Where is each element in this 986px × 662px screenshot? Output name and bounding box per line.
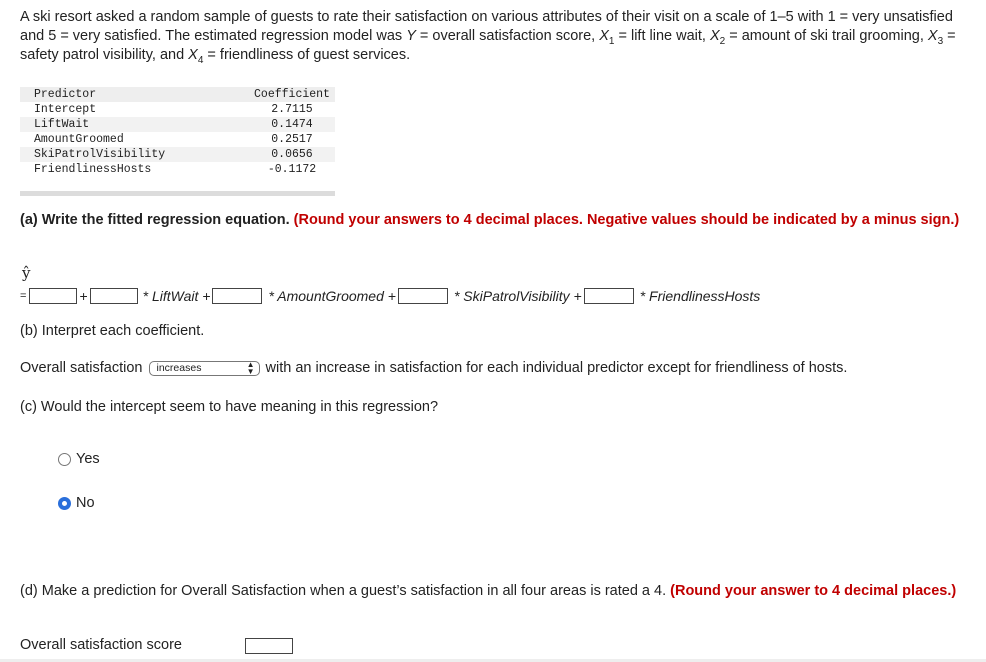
part-a-question: (a) Write the fitted regression equation. (Round your answers to 4 decimal places. Negative values should be indicated by a minus sign.) [20, 212, 960, 228]
prediction-input[interactable] [245, 638, 293, 654]
amountgroomed-term: * AmountGroomed + [268, 288, 396, 304]
liftwait-coef-input[interactable] [90, 288, 138, 304]
regression-equation [20, 287, 760, 305]
coefficient-cell: 0.2517 [271, 133, 313, 146]
coefficient-cell: 0.1474 [271, 118, 313, 131]
skipatrol-coef-input[interactable] [398, 288, 448, 304]
part-b-question: (b) Interpret each coefficient. [20, 323, 205, 339]
table-row [20, 117, 335, 132]
predictor-cell: AmountGroomed [34, 133, 124, 146]
table-row [20, 102, 335, 117]
updown-arrows-icon: ▲ ▼ [246, 360, 255, 376]
predictor-cell: Intercept [34, 103, 97, 116]
answer-label: Overall satisfaction score [20, 637, 182, 653]
problem-statement: A ski resort asked a random sample of guests to rate their satisfaction on various attributes of their visit on a scale of 1–5 with 1 = very unsatisfied and 5 = very satisfied. The estimated regression model was Y = overall satisfaction score, $X_1$ = lift line wait, $X_2$ = amount of ski trail grooming, $X_3$ = safety patrol visibility, and $X_4$ = friendliness of guest services. [20, 9, 956, 66]
friendliness-coef-input[interactable] [584, 288, 634, 304]
predictor-cell: FriendlinessHosts [34, 163, 152, 176]
equals-sign: = [20, 290, 27, 302]
plus-sign: + [79, 288, 88, 304]
part-b-prefix: Overall satisfaction [20, 360, 143, 376]
table-row [20, 147, 335, 162]
liftwait-term: * LiftWait + [142, 288, 211, 304]
radio-option-yes[interactable] [58, 451, 100, 467]
radio-no[interactable] [58, 497, 71, 510]
radio-yes-label: Yes [76, 451, 100, 467]
direction-select[interactable] [149, 361, 260, 376]
header-predictor: Predictor [34, 88, 97, 101]
table-row [20, 162, 335, 177]
amountgroomed-coef-input[interactable] [212, 288, 262, 304]
coefficient-cell: 0.0656 [271, 148, 313, 161]
predictor-cell: SkiPatrolVisibility [34, 148, 166, 161]
coefficient-cell: 2.7115 [271, 103, 313, 116]
skipatrol-term: * SkiPatrolVisibility + [453, 288, 582, 304]
radio-no-label: No [76, 495, 95, 511]
radio-option-no[interactable] [58, 495, 95, 511]
part-b-answer-row [20, 360, 847, 376]
coefficient-table [20, 87, 335, 196]
table-header-row [20, 87, 335, 102]
part-c-question: (c) Would the intercept seem to have meaning in this regression? [20, 399, 439, 415]
yhat-symbol: ŷ [22, 264, 31, 282]
friendliness-term: * FriendlinessHosts [639, 288, 761, 304]
predictor-cell: LiftWait [34, 118, 90, 131]
intercept-input[interactable] [29, 288, 77, 304]
part-b-suffix: with an increase in satisfaction for each individual predictor except for friendliness of hosts. [265, 360, 848, 376]
table-row [20, 132, 335, 147]
part-d-question: (d) Make a prediction for Overall Satisfaction when a guest’s satisfaction in all four areas is rated a 4. (Round your answer to 4 decimal places.) [20, 583, 957, 599]
header-coefficient: Coefficient [254, 88, 330, 101]
select-value: increases [156, 362, 202, 374]
radio-yes[interactable] [58, 453, 71, 466]
coefficient-cell: -0.1172 [267, 163, 317, 176]
